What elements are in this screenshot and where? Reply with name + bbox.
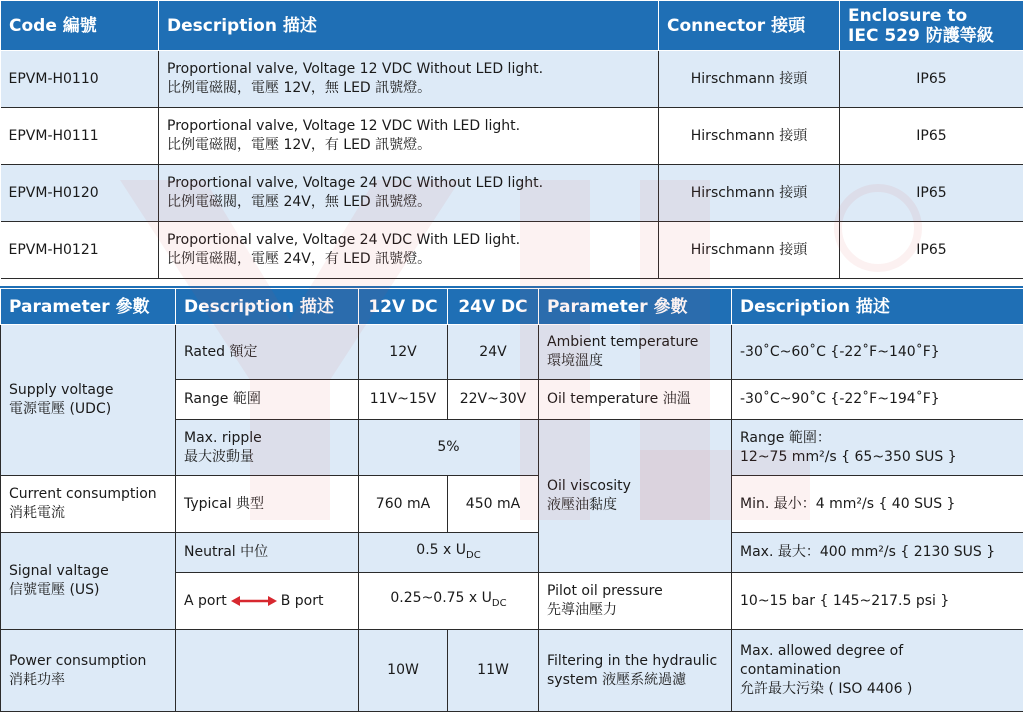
neutral-label: Neutral 中位 [176,533,359,573]
power-consumption-label: Power consumption 消耗功率 [1,630,176,712]
code-header: Code 編號 [1,1,159,51]
product-description: Proportional valve, Voltage 24 VDC Without LED light. 比例電磁閥，電壓 24V，無 LED 訊號燈。 [159,165,659,222]
product-code: EPVM-H0111 [1,108,159,165]
rated-24v: 24V [448,325,539,380]
param-description-header-2: Description 描述 [732,289,1023,325]
parameter-header: Parameter 參數 [1,289,176,325]
parameter-header-2: Parameter 參數 [539,289,732,325]
range-12v: 11V~15V [359,380,448,420]
v24-header: 24V DC [448,289,539,325]
oil-temp-value: -30˚C~90˚C {-22˚F~194˚F} [732,380,1023,420]
product-connector: Hirschmann 接頭 [659,165,840,222]
ripple-label: Max. ripple 最大波動量 [176,420,359,476]
table-row [1,165,1023,222]
ripple-value: 5% [359,420,539,476]
product-description: Proportional valve, Voltage 24 VDC With LED light. 比例電磁閥，電壓 24V，有 LED 訊號燈。 [159,222,659,279]
pilot-pressure-label: Pilot oil pressure 先導油壓力 [539,573,732,630]
parameter-header-row [1,289,1023,325]
v12-header: 12V DC [359,289,448,325]
description-header: Description 描述 [159,1,659,51]
table-row [1,630,1023,712]
table-row [1,476,1023,533]
rated-12v: 12V [359,325,448,380]
typical-label: Typical 典型 [176,476,359,533]
filtering-label: Filtering in the hydraulic system 液壓系統過濾 [539,630,732,712]
product-code: EPVM-H0120 [1,165,159,222]
ambient-temp-value: -30˚C~60˚C {-22˚F~140˚F} [732,325,1023,380]
product-enclosure: IP65 [840,108,1023,165]
table-row [1,325,1023,380]
range-24v: 22V~30V [448,380,539,420]
enclosure-header: Enclosure to IEC 529 防護等級 [840,1,1023,51]
product-connector: Hirschmann 接頭 [659,51,840,108]
param-description-header: Description 描述 [176,289,359,325]
neutral-value: 0.5 x $U_{DC}$ [359,533,539,573]
product-description: Proportional valve, Voltage 12 VDC Without LED light. 比例電磁閥，電壓 12V，無 LED 訊號燈。 [159,51,659,108]
product-description: Proportional valve, Voltage 12 VDC With LED light. 比例電磁閥，電壓 12V，有 LED 訊號燈。 [159,108,659,165]
product-code: EPVM-H0121 [1,222,159,279]
product-header-row [1,1,1023,51]
product-table [0,0,1023,279]
filtering-value: Max. allowed degree of contamination 允許最大污染 ( ISO 4406 ) [732,630,1023,712]
product-connector: Hirschmann 接頭 [659,108,840,165]
product-connector: Hirschmann 接頭 [659,222,840,279]
power-12v: 10W [359,630,448,712]
port-range-value: 0.25~0.75 x $U_{DC}$ [359,573,539,630]
signal-voltage-label: Signal valtage 信號電壓 (US) [1,533,176,630]
table-row [1,51,1023,108]
viscosity-max: Max. 最大：400 mm²/s { 2130 SUS } [732,533,1023,573]
table-row [1,108,1023,165]
pilot-pressure-value: 10~15 bar { 145~217.5 psi } [732,573,1023,630]
viscosity-min: Min. 最小：4 mm²/s { 40 SUS } [732,476,1023,533]
supply-voltage-label: Supply voltage 電源電壓 (UDC) [1,325,176,476]
product-enclosure: IP65 [840,51,1023,108]
oil-temp-label: Oil temperature 油溫 [539,380,732,420]
viscosity-range: Range 範圍： 12~75 mm²/s { 65~350 SUS } [732,420,1023,476]
ambient-temp-label: Ambient temperature 環境溫度 [539,325,732,380]
power-24v: 11W [448,630,539,712]
table-row [1,533,1023,573]
current-consumption-label: Current consumption 消耗電流 [1,476,176,533]
current-12v: 760 mA [359,476,448,533]
connector-header: Connector 接頭 [659,1,840,51]
port-range-label: A port B port [176,573,359,630]
product-enclosure: IP65 [840,222,1023,279]
current-24v: 450 mA [448,476,539,533]
rated-label: Rated 額定 [176,325,359,380]
table-row [1,222,1023,279]
range-label: Range 範圍 [176,380,359,420]
power-empty [176,630,359,712]
product-enclosure: IP65 [840,165,1023,222]
double-arrow-icon [231,595,277,607]
oil-viscosity-label: Oil viscosity 液壓油黏度 [539,420,732,573]
parameter-table [0,288,1023,712]
product-code: EPVM-H0110 [1,51,159,108]
